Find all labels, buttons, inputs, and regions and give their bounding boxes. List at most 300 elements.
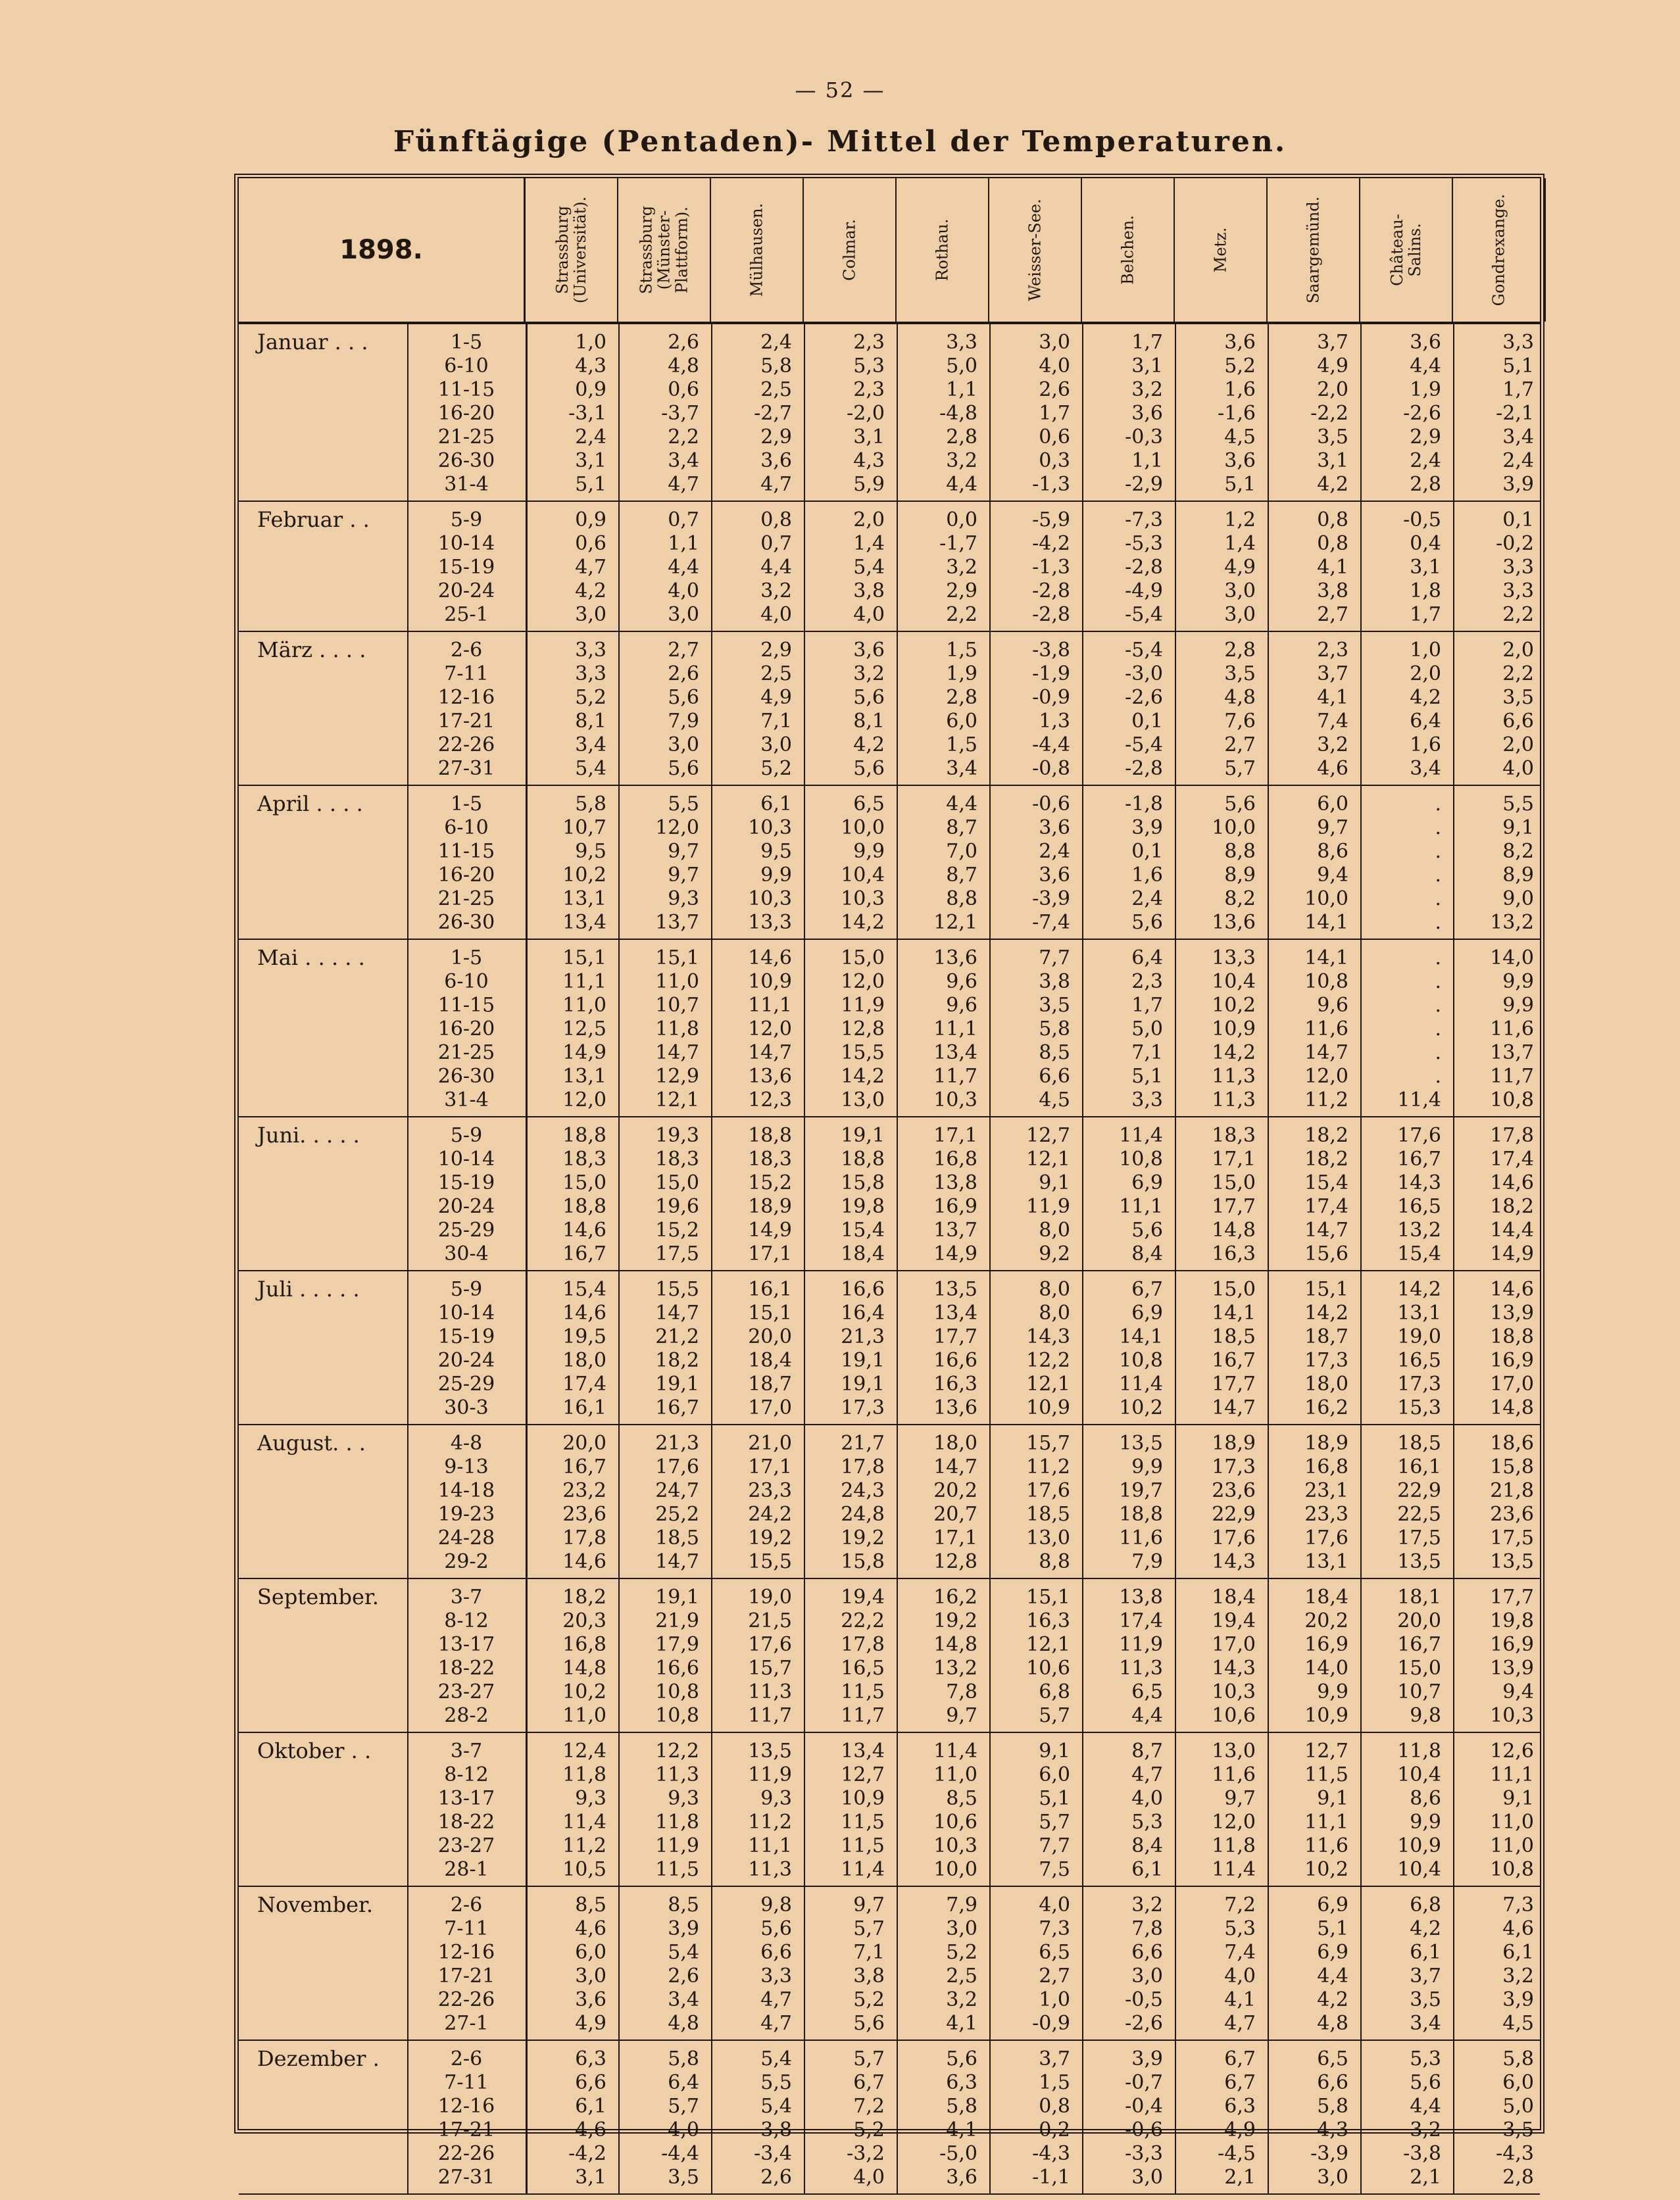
- pentade-label: 15-19: [437, 1171, 495, 1194]
- temperature-cell: -4,8: [939, 402, 977, 425]
- temperature-cell: 17,6: [655, 1455, 699, 1479]
- temperature-cell: 7,7: [1039, 1834, 1070, 1857]
- temperature-cell: 18,0: [933, 1432, 977, 1455]
- temperature-cell: 17,0: [748, 1396, 792, 1419]
- temperature-cell: 13,6: [1212, 911, 1256, 934]
- temperature-cell: 19,1: [655, 1373, 699, 1396]
- table-row: [239, 1704, 1540, 1728]
- temperature-cell: 9,8: [1410, 1704, 1441, 1727]
- temperature-cell: 12,0: [841, 970, 885, 993]
- station-header: [1360, 178, 1453, 322]
- table-row: [239, 1740, 1540, 1763]
- pentade-label: 28-1: [444, 1858, 489, 1881]
- temperature-cell: 18,5: [1397, 1432, 1441, 1455]
- temperature-cell: 4,7: [760, 1988, 792, 2011]
- station-name: Gondrexange.: [1489, 193, 1508, 306]
- temperature-cell: 3,5: [1502, 686, 1534, 709]
- temperature-cell: -4,4: [1032, 733, 1070, 756]
- temperature-cell: 3,6: [1039, 864, 1070, 887]
- temperature-cell: 9,1: [1039, 1740, 1070, 1763]
- table-row: [239, 1858, 1540, 1882]
- temperature-cell: 3,2: [853, 662, 885, 685]
- temperature-cell: 3,2: [946, 556, 977, 579]
- temperature-cell: -2,6: [1125, 2012, 1163, 2035]
- temperature-cell: 18,2: [1304, 1124, 1348, 1147]
- month-block: [239, 502, 1540, 632]
- table-row: [239, 1479, 1540, 1503]
- temperature-cell: 3,0: [946, 1917, 977, 1940]
- temperature-cell: -0,9: [1032, 2012, 1070, 2035]
- temperature-cell: 9,9: [1410, 1811, 1441, 1834]
- table-row: [239, 733, 1540, 757]
- table-row: [239, 887, 1540, 911]
- temperature-cell: 18,4: [1212, 1586, 1256, 1609]
- temperature-cell: 4,0: [760, 603, 792, 626]
- temperature-cell: -4,3: [1496, 2142, 1534, 2165]
- temperature-cell: 11,5: [655, 1858, 699, 1881]
- temperature-cell: 4,4: [1410, 354, 1441, 378]
- temperature-cell: 0,8: [1317, 508, 1348, 531]
- temperature-cell: 3,1: [1410, 556, 1441, 579]
- temperature-cell: 3,4: [668, 449, 699, 472]
- temperature-cell: 7,0: [946, 840, 977, 863]
- temperature-cell: 1,7: [1131, 331, 1163, 354]
- pentade-label: 10-14: [437, 1302, 495, 1325]
- table-row: [239, 354, 1540, 378]
- temperature-cell: 11,0: [1490, 1834, 1534, 1857]
- temperature-cell: 18,3: [655, 1148, 699, 1171]
- temperature-cell: 0,6: [1039, 426, 1070, 449]
- temperature-cell: -0,5: [1403, 508, 1441, 531]
- table-row: [239, 2095, 1540, 2118]
- station-header: [1268, 178, 1360, 322]
- pentade-label: 10-14: [437, 1148, 495, 1171]
- temperature-cell: 9,7: [668, 840, 699, 863]
- temperature-cell: 6,8: [1410, 1894, 1441, 1917]
- temperature-cell: 10,9: [748, 970, 792, 993]
- temperature-cell: 14,1: [1304, 946, 1348, 969]
- temperature-cell: 2,9: [760, 426, 792, 449]
- temperature-cell: 11,2: [748, 1811, 792, 1834]
- temperature-cell: 2,4: [760, 331, 792, 354]
- temperature-cell: -0,3: [1125, 426, 1163, 449]
- temperature-cell: 5,4: [760, 2095, 792, 2118]
- temperature-cell: 2,2: [1502, 603, 1534, 626]
- temperature-cell: 8,1: [575, 710, 606, 733]
- temperature-cell: 14,9: [933, 1242, 977, 1265]
- temperature-cell: 1,5: [1039, 2071, 1070, 2094]
- temperature-cell: 18,7: [748, 1373, 792, 1396]
- temperature-cell: 10,3: [1212, 1680, 1256, 1703]
- temperature-cell: 14,0: [1304, 1657, 1348, 1680]
- temperature-cell: 24,7: [655, 1479, 699, 1502]
- month-block: [239, 940, 1540, 1117]
- temperature-cell: 16,2: [1304, 1396, 1348, 1419]
- temperature-cell: 15,4: [1304, 1171, 1348, 1194]
- table-row: [239, 911, 1540, 935]
- temperature-cell: 13,1: [562, 1065, 606, 1088]
- temperature-cell: 3,3: [575, 662, 606, 685]
- temperature-cell: 11,6: [1490, 1017, 1534, 1040]
- temperature-cell: 0,1: [1131, 840, 1163, 863]
- temperature-cell: -1,6: [1218, 402, 1256, 425]
- station-header: [804, 178, 897, 322]
- temperature-cell: 11,6: [1304, 1017, 1348, 1040]
- temperature-cell: 17,6: [748, 1633, 792, 1656]
- temperature-cell: 16,3: [933, 1373, 977, 1396]
- temperature-cell: 12,9: [655, 1065, 699, 1088]
- temperature-cell: 10,2: [1119, 1396, 1163, 1419]
- temperature-cell: 19,0: [748, 1586, 792, 1609]
- temperature-cell: 1,0: [1039, 1988, 1070, 2011]
- temperature-cell: 5,8: [1039, 1017, 1070, 1040]
- temperature-cell: 11,0: [1490, 1811, 1534, 1834]
- temperature-cell: 13,4: [562, 911, 606, 934]
- temperature-cell: 4,3: [1317, 2118, 1348, 2141]
- temperature-cell: 18,3: [562, 1148, 606, 1171]
- temperature-cell: 2,8: [946, 686, 977, 709]
- temperature-cell: 10,3: [748, 816, 792, 839]
- temperature-cell: 17,1: [748, 1455, 792, 1479]
- temperature-cell: 13,0: [841, 1088, 885, 1112]
- temperature-cell: 18,2: [562, 1586, 606, 1609]
- pentade-label: 2-6: [450, 1894, 483, 1917]
- temperature-cell: 6,7: [1224, 2047, 1256, 2070]
- temperature-cell: 4,9: [1317, 354, 1348, 378]
- pentade-label: 26-30: [437, 449, 495, 472]
- temperature-cell: 5,6: [853, 2012, 885, 2035]
- temperature-cell: 10,9: [1026, 1396, 1070, 1419]
- temperature-cell: 3,3: [760, 1965, 792, 1988]
- table-row: [239, 1041, 1540, 1065]
- temperature-cell: 18,8: [1490, 1325, 1534, 1348]
- temperature-cell: 3,8: [760, 2118, 792, 2141]
- station-name: Colmar.: [840, 218, 858, 281]
- pentade-label: 4-8: [450, 1432, 483, 1455]
- temperature-cell: 9,7: [853, 1894, 885, 1917]
- month-block: [239, 1579, 1540, 1733]
- station-name: Strassburg (Universität).: [553, 196, 589, 304]
- station-name: Château- Salins.: [1387, 214, 1424, 286]
- temperature-cell: 3,6: [575, 1988, 606, 2011]
- temperature-cell: 14,8: [1212, 1219, 1256, 1242]
- temperature-cell: 7,8: [946, 1680, 977, 1703]
- month-name: September.: [257, 1584, 379, 1609]
- temperature-cell: 19,8: [1490, 1609, 1534, 1632]
- pentade-label: 18-22: [437, 1657, 495, 1680]
- temperature-cell: 10,5: [562, 1858, 606, 1881]
- temperature-cell: 17,1: [1212, 1148, 1256, 1171]
- temperature-cell: 25,2: [655, 1503, 699, 1526]
- temperature-cell: 1,6: [1224, 378, 1256, 401]
- temperature-cell: 8,5: [668, 1894, 699, 1917]
- temperature-cell: 3,0: [1317, 2166, 1348, 2189]
- temperature-cell: 0,9: [575, 508, 606, 531]
- temperature-cell: 0,2: [1039, 2118, 1070, 2141]
- temperature-cell: 12,8: [933, 1550, 977, 1573]
- temperature-cell: 2,1: [1410, 2166, 1441, 2189]
- temperature-cell: -5,4: [1125, 603, 1163, 626]
- temperature-cell: 6,4: [1410, 710, 1441, 733]
- temperature-cell: 5,6: [1410, 2071, 1441, 2094]
- temperature-cell: 10,2: [1304, 1858, 1348, 1881]
- temperature-cell: 14,7: [1304, 1041, 1348, 1064]
- temperature-cell: 0,1: [1131, 710, 1163, 733]
- temperature-cell: 2,0: [853, 508, 885, 531]
- temperature-cell: 23,6: [1490, 1503, 1534, 1526]
- table-row: [239, 1171, 1540, 1195]
- temperature-cell: 5,5: [668, 793, 699, 816]
- temperature-cell: 7,8: [1131, 1917, 1163, 1940]
- table-row: [239, 532, 1540, 556]
- temperature-cell: 14,2: [1397, 1278, 1441, 1301]
- temperature-cell: 1,4: [1224, 532, 1256, 555]
- temperature-cell: 10,9: [841, 1787, 885, 1810]
- page-number: — 52 —: [795, 78, 885, 103]
- temperature-cell: -2,0: [847, 402, 885, 425]
- temperature-cell: 3,4: [946, 757, 977, 780]
- temperature-cell: 16,9: [1304, 1633, 1348, 1656]
- month-name: Juli . . . . .: [257, 1277, 360, 1302]
- temperature-cell: 13,8: [933, 1171, 977, 1194]
- temperature-cell: 3,3: [1502, 331, 1534, 354]
- temperature-cell: 10,3: [748, 887, 792, 910]
- temperature-cell: 11,1: [748, 994, 792, 1017]
- temperature-cell: 4,0: [1502, 757, 1534, 780]
- temperature-cell: 14,1: [1212, 1302, 1256, 1325]
- temperature-cell: 16,1: [1397, 1455, 1441, 1479]
- temperature-cell: -2,7: [754, 402, 792, 425]
- pentade-label: 19-23: [437, 1503, 495, 1526]
- temperature-cell: 3,8: [853, 1965, 885, 1988]
- temperature-cell: 11,1: [933, 1017, 977, 1040]
- temperature-cell: 11,8: [1212, 1834, 1256, 1857]
- temperature-cell: 3,6: [1224, 449, 1256, 472]
- temperature-cell: 12,1: [933, 911, 977, 934]
- temperature-cell: 12,1: [1026, 1373, 1070, 1396]
- temperature-cell: 17,6: [1304, 1527, 1348, 1550]
- temperature-cell: 18,8: [748, 1124, 792, 1147]
- temperature-cell: -5,4: [1125, 733, 1163, 756]
- temperature-cell: 4,1: [1317, 556, 1348, 579]
- pentade-label: 31-4: [444, 473, 489, 496]
- pentade-label: 16-20: [437, 1017, 495, 1040]
- temperature-cell: 8,6: [1410, 1787, 1441, 1810]
- temperature-cell: 14,1: [1304, 911, 1348, 934]
- temperature-cell: 15,2: [748, 1171, 792, 1194]
- temperature-cell: 9,9: [1502, 970, 1534, 993]
- pentade-label: 9-13: [444, 1455, 489, 1479]
- temperature-cell: 9,1: [1502, 1787, 1534, 1810]
- temperature-cell: 9,1: [1317, 1787, 1348, 1810]
- temperature-cell: 5,6: [1131, 1219, 1163, 1242]
- pentade-label: 8-12: [444, 1609, 489, 1632]
- temperature-cell: 8,7: [946, 816, 977, 839]
- temperature-cell: 3,2: [1131, 378, 1163, 401]
- temperature-cell: 19,4: [1212, 1609, 1256, 1632]
- temperature-cell: 6,7: [853, 2071, 885, 2094]
- temperature-cell: 3,1: [853, 426, 885, 449]
- temperature-cell: 0,8: [760, 508, 792, 531]
- temperature-cell: 9,0: [1502, 887, 1534, 910]
- temperature-cell: 5,2: [1224, 354, 1256, 378]
- temperature-cell: 6,4: [1131, 946, 1163, 969]
- temperature-cell: 9,7: [946, 1704, 977, 1727]
- temperature-cell: -2,8: [1125, 556, 1163, 579]
- temperature-cell: .: [1435, 1041, 1441, 1064]
- temperature-cell: 21,9: [655, 1609, 699, 1632]
- temperature-cell: 23,6: [562, 1503, 606, 1526]
- temperature-cell: 14,2: [841, 911, 885, 934]
- temperature-cell: 19,3: [655, 1124, 699, 1147]
- temperature-cell: .: [1435, 946, 1441, 969]
- temperature-cell: 15,8: [841, 1550, 885, 1573]
- temperature-cell: 8,1: [853, 710, 885, 733]
- temperature-cell: 10,8: [655, 1704, 699, 1727]
- temperature-cell: .: [1435, 1065, 1441, 1088]
- temperature-cell: 2,9: [760, 639, 792, 662]
- temperature-cell: 5,3: [853, 354, 885, 378]
- pentade-label: 30-3: [444, 1396, 489, 1419]
- temperature-cell: 14,4: [1490, 1219, 1534, 1242]
- temperature-cell: 18,8: [1119, 1503, 1163, 1526]
- temperature-cell: 3,3: [1502, 579, 1534, 602]
- temperature-cell: -0,5: [1125, 1988, 1163, 2011]
- temperature-cell: 11,4: [933, 1740, 977, 1763]
- pentade-label: 30-4: [444, 1242, 489, 1265]
- temperature-cell: 2,0: [1410, 662, 1441, 685]
- temperature-cell: 11,5: [1304, 1763, 1348, 1786]
- temperature-cell: 11,9: [1026, 1195, 1070, 1218]
- temperature-cell: 19,1: [655, 1586, 699, 1609]
- station-name: Rothau.: [933, 218, 951, 281]
- temperature-cell: 14,7: [933, 1455, 977, 1479]
- temperature-cell: -3,8: [1032, 639, 1070, 662]
- station-header: [1082, 178, 1175, 322]
- temperature-cell: 1,7: [1039, 402, 1070, 425]
- temperature-cell: 3,1: [575, 2166, 606, 2189]
- temperature-cell: 17,3: [841, 1396, 885, 1419]
- temperature-cell: 4,0: [1131, 1787, 1163, 1810]
- temperature-cell: 2,5: [760, 662, 792, 685]
- temperature-cell: -2,6: [1125, 686, 1163, 709]
- temperature-cell: 9,9: [1131, 1455, 1163, 1479]
- temperature-cell: -5,9: [1032, 508, 1070, 531]
- temperature-cell: 9,3: [760, 1787, 792, 1810]
- pentade-label: 17-21: [437, 2118, 495, 2141]
- temperature-cell: 1,9: [1410, 378, 1441, 401]
- temperature-cell: 5,7: [1039, 1704, 1070, 1727]
- temperature-cell: 11,4: [1119, 1373, 1163, 1396]
- table-row: [239, 1017, 1540, 1041]
- station-name: Saargemünd.: [1304, 196, 1322, 304]
- table-row: [239, 1834, 1540, 1858]
- temperature-cell: 6,3: [946, 2071, 977, 2094]
- temperature-cell: 12,5: [562, 1017, 606, 1040]
- temperature-cell: 1,7: [1410, 603, 1441, 626]
- temperature-cell: 21,3: [655, 1432, 699, 1455]
- temperature-cell: 4,4: [946, 793, 977, 816]
- temperature-cell: 12,2: [655, 1740, 699, 1763]
- temperature-cell: 2,6: [760, 2166, 792, 2189]
- temperature-cell: 3,5: [1410, 1988, 1441, 2011]
- temperature-cell: 2,0: [1317, 378, 1348, 401]
- temperature-cell: 18,8: [562, 1124, 606, 1147]
- temperature-cell: 3,4: [1502, 426, 1534, 449]
- temperature-cell: 2,5: [946, 1965, 977, 1988]
- pentade-label: 11-15: [437, 840, 495, 863]
- temperature-cell: 3,0: [668, 603, 699, 626]
- temperature-cell: 13,8: [1119, 1586, 1163, 1609]
- temperature-cell: 3,6: [760, 449, 792, 472]
- temperature-cell: 19,1: [841, 1124, 885, 1147]
- temperature-cell: 3,8: [853, 579, 885, 602]
- temperature-cell: 8,4: [1131, 1242, 1163, 1265]
- pentade-label: 27-1: [444, 2012, 489, 2035]
- temperature-cell: 16,1: [748, 1278, 792, 1301]
- temperature-cell: 4,6: [1317, 757, 1348, 780]
- temperature-cell: 20,7: [933, 1503, 977, 1526]
- temperature-cell: 2,9: [1410, 426, 1441, 449]
- pentade-label: 21-25: [437, 887, 495, 910]
- station-name: Weisser-See.: [1025, 199, 1044, 301]
- temperature-cell: 17,1: [748, 1242, 792, 1265]
- table-row: [239, 1609, 1540, 1633]
- pentade-label: 12-16: [437, 686, 495, 709]
- temperature-cell: 10,0: [1304, 887, 1348, 910]
- temperature-cell: 7,5: [1039, 1858, 1070, 1881]
- temperature-cell: 6,5: [1131, 1680, 1163, 1703]
- station-header: [1175, 178, 1268, 322]
- pentade-label: 11-15: [437, 994, 495, 1017]
- temperature-cell: 14,9: [748, 1219, 792, 1242]
- temperature-cell: 8,7: [1131, 1740, 1163, 1763]
- temperature-cell: 16,9: [933, 1195, 977, 1218]
- temperature-cell: 2,4: [575, 426, 606, 449]
- temperature-cell: 10,0: [841, 816, 885, 839]
- temperature-cell: 15,4: [1397, 1242, 1441, 1265]
- temperature-cell: 20,0: [1397, 1609, 1441, 1632]
- temperature-cell: 10,2: [562, 1680, 606, 1703]
- temperature-cell: 4,3: [853, 449, 885, 472]
- temperature-cell: 5,1: [1039, 1787, 1070, 1810]
- temperature-cell: 1,0: [1410, 639, 1441, 662]
- temperature-cell: 3,2: [946, 1988, 977, 2011]
- temperature-cell: 5,2: [760, 757, 792, 780]
- temperature-cell: 14,6: [562, 1219, 606, 1242]
- temperature-cell: 6,9: [1317, 1894, 1348, 1917]
- temperature-cell: 10,9: [1304, 1704, 1348, 1727]
- temperature-cell: 17,4: [1304, 1195, 1348, 1218]
- temperature-cell: 5,8: [575, 793, 606, 816]
- temperature-cell: -2,9: [1125, 473, 1163, 496]
- temperature-cell: 5,8: [760, 354, 792, 378]
- temperature-cell: 5,6: [853, 686, 885, 709]
- temperature-cell: 7,2: [853, 2095, 885, 2118]
- temperature-cell: 11,8: [1397, 1740, 1441, 1763]
- temperature-cell: 10,4: [841, 864, 885, 887]
- temperature-cell: 12,0: [1212, 1811, 1256, 1834]
- temperature-cell: 11,6: [1212, 1763, 1256, 1786]
- temperature-cell: 4,2: [1410, 1917, 1441, 1940]
- table-row: [239, 662, 1540, 686]
- temperature-cell: 7,2: [1224, 1894, 1256, 1917]
- temperature-cell: -5,3: [1125, 532, 1163, 555]
- table-row: [239, 1586, 1540, 1609]
- temperature-cell: 2,2: [1502, 662, 1534, 685]
- temperature-cell: 3,1: [1131, 354, 1163, 378]
- month-block: [239, 1425, 1540, 1579]
